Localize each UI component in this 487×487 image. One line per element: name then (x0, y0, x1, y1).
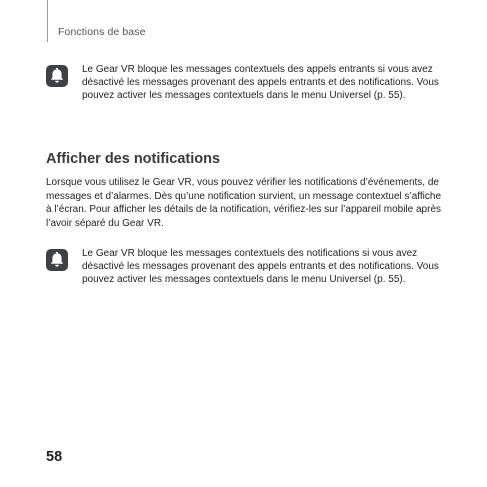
page-number: 58 (46, 449, 63, 465)
bell-warning-icon (46, 249, 68, 271)
header-divider (47, 0, 48, 42)
note-text: Le Gear VR bloque les messages contextuels des notifications si vous avez désactivé les messages provenant des appels entrants et des notifications. Vous pouvez activer les messages contextuels dans le menu Universel (p. 55). (82, 248, 439, 285)
section-title: Afficher des notifications (46, 151, 221, 167)
bell-warning-icon (46, 65, 68, 87)
note-text: Le Gear VR bloque les messages contextuels des appels entrants si vous avez désactivé les messages provenant des appels entrants et des notifications. Vous pouvez activer les messages contextuels dans le menu Universel (p. 55). (82, 64, 439, 101)
running-header: Fonctions de base (58, 26, 146, 38)
section-body: Lorsque vous utilisez le Gear VR, vous pouvez vérifier les notifications d’événements, de messages et d’alarmes. Dès qu’une notification survient, un message contextuel s’affiche à l’écran. Pour afficher les détails de la notification, vérifiez-les sur l’appareil mobile après l’avoir séparé du Gear VR. (46, 177, 442, 229)
